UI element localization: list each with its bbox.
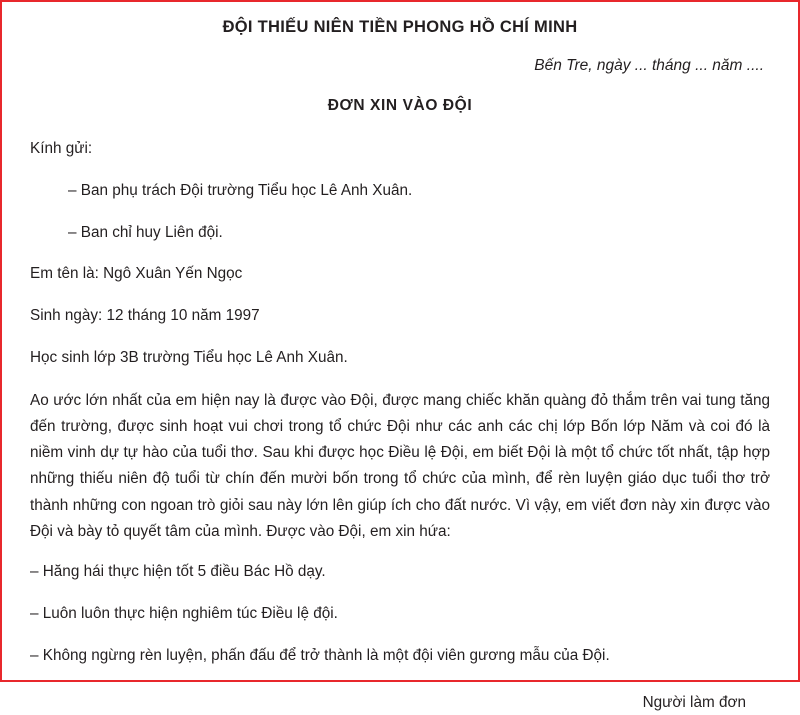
signer-label: Người làm đơn <box>642 693 746 711</box>
pledge-item-2: – Luôn luôn thực hiện nghiêm túc Điều lệ đội. <box>30 605 338 623</box>
addressee-item-2: – Ban chỉ huy Liên đội. <box>68 223 223 241</box>
applicant-name-line: Em tên là: Ngô Xuân Yến Ngọc <box>30 265 243 283</box>
document-title: ĐƠN XIN VÀO ĐỘI <box>327 97 473 114</box>
pledge-item-1: – Hăng hái thực hiện tốt 5 điều Bác Hồ dạy. <box>30 563 326 581</box>
addressee-label: Kính gửi: <box>30 140 93 157</box>
pledge-item-3: – Không ngừng rèn luyện, phấn đấu để trở thành là một đội viên gương mẫu của Đội. <box>30 646 610 664</box>
addressee-item-1: – Ban phụ trách Đội trường Tiểu học Lê Anh Xuân. <box>68 181 413 199</box>
organization-title: ĐỘI THIẾU NIÊN TIỀN PHONG HỒ CHÍ MINH <box>222 18 578 36</box>
document-body <box>30 137 770 715</box>
body-paragraph: Ao ước lớn nhất của em hiện nay là được vào Đội, được mang chiếc khăn quàng đỏ thắm trên vai tung tăng đến trường, được sinh hoạt vui chơi trong tổ chức Đội như các anh các chị lớp Bốn lớp Năm và coi đó là niềm vinh dự tự hào của tuổi thơ. Sau khi được học Điều lệ Đội, em biết Đội là một tổ chức tốt nhất, tập hợp những thiếu niên độ tuổi từ chín đến mười bốn trong tổ chức của mình, để rèn luyện giáo dục tuổi thơ trở thành những con ngoan trò giỏi sau này lớn lên giúp ích cho đất nước. Vì vậy, em viết đơn này xin được vào Đội và bày tỏ quyết tâm của mình. Được vào Đội, em xin hứa: <box>30 391 770 541</box>
place-and-date: Bến Tre, ngày ... tháng ... năm .... <box>534 57 764 74</box>
applicant-class-line: Học sinh lớp 3B trường Tiểu học Lê Anh Xuân. <box>30 348 348 366</box>
applicant-birth-line: Sinh ngày: 12 tháng 10 năm 1997 <box>30 307 260 325</box>
